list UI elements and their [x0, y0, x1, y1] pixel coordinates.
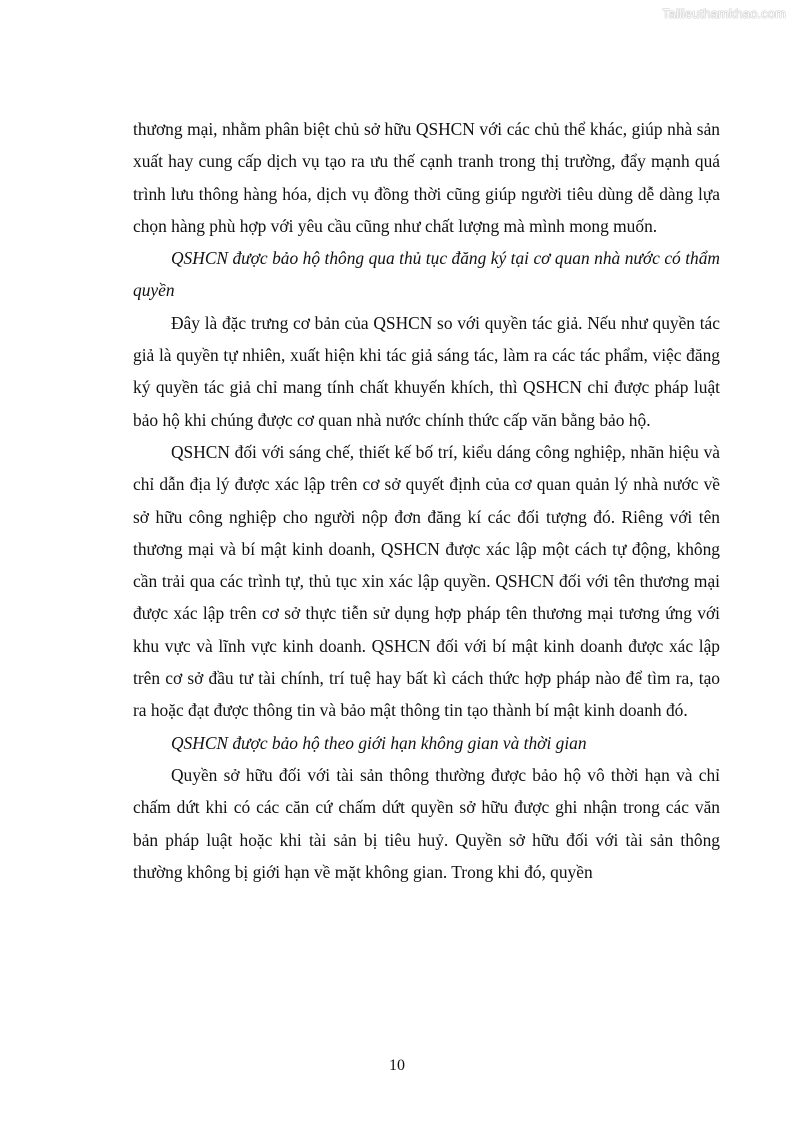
paragraph-registration-feature: Đây là đặc trưng cơ bản của QSHCN so với quyền tác giả. Nếu như quyền tác giả là quyền tự nhiên, xuất hiện khi tác giả sáng tác, làm ra các tác phẩm, việc đăng ký quyền tác giả chỉ mang tính chất khuyến khích, thì QSHCN chỉ được pháp luật bảo hộ khi chúng được cơ quan nhà nước chính thức cấp văn bằng bảo hộ.: [133, 312, 720, 430]
paragraph-establishment: QSHCN đối với sáng chế, thiết kế bố trí, kiểu dáng công nghiệp, nhãn hiệu và chỉ dẫn địa lý được xác lập trên cơ sở quyết định của cơ quan quản lý nhà nước về sở hữu công nghiệp cho người nộp đơn đăng kí các đối tượng đó. Riêng với tên thương mại và bí mật kinh doanh, QSHCN được xác lập một cách tự động, không cần trải qua các trình tự, thủ tục xin xác lập quyền. QSHCN đối với tên thương mại được xác lập trên cơ sở thực tiễn sử dụng hợp pháp tên thương mại tương ứng với khu vực và lĩnh vực kinh doanh. QSHCN đối với bí mật kinh doanh được xác lập trên cơ sở đầu tư tài chính, trí tuệ hay bất kì cách thức hợp pháp nào để tìm ra, tạo ra hoặc đạt được thông tin và bảo mật thông tin tạo thành bí mật kinh doanh đó.: [133, 441, 720, 721]
page-number: 10: [389, 1057, 405, 1074]
paragraph-space-time: Quyền sở hữu đối với tài sản thông thường được bảo hộ vô thời hạn và chỉ chấm dứt khi có các căn cứ chấm dứt quyền sở hữu được ghi nhận trong các văn bản pháp luật hoặc khi tài sản bị tiêu huỷ. Quyền sở hữu đối với tài sản thông thường không bị giới hạn về mặt không gian. Trong khi đó, quyền: [133, 764, 720, 882]
document-body: [133, 113, 720, 888]
section-heading-registration: QSHCN được bảo hộ thông qua thủ tục đăng ký tại cơ quan nhà nước có thẩm quyền: [133, 248, 720, 301]
section-heading-space-time: QSHCN được bảo hộ theo giới hạn không gian và thời gian: [171, 732, 587, 753]
watermark-text: Tailieuthamkhao.com: [661, 6, 786, 21]
paragraph-continuation: thương mại, nhằm phân biệt chủ sở hữu QSHCN với các chủ thể khác, giúp nhà sản xuất hay cung cấp dịch vụ tạo ra ưu thế cạnh tranh trong thị trường, đẩy mạnh quá trình lưu thông hàng hóa, dịch vụ đồng thời cũng giúp người tiêu dùng dễ dàng lựa chọn hàng phù hợp với yêu cầu cũng như chất lượng mà mình mong muốn.: [133, 119, 720, 236]
